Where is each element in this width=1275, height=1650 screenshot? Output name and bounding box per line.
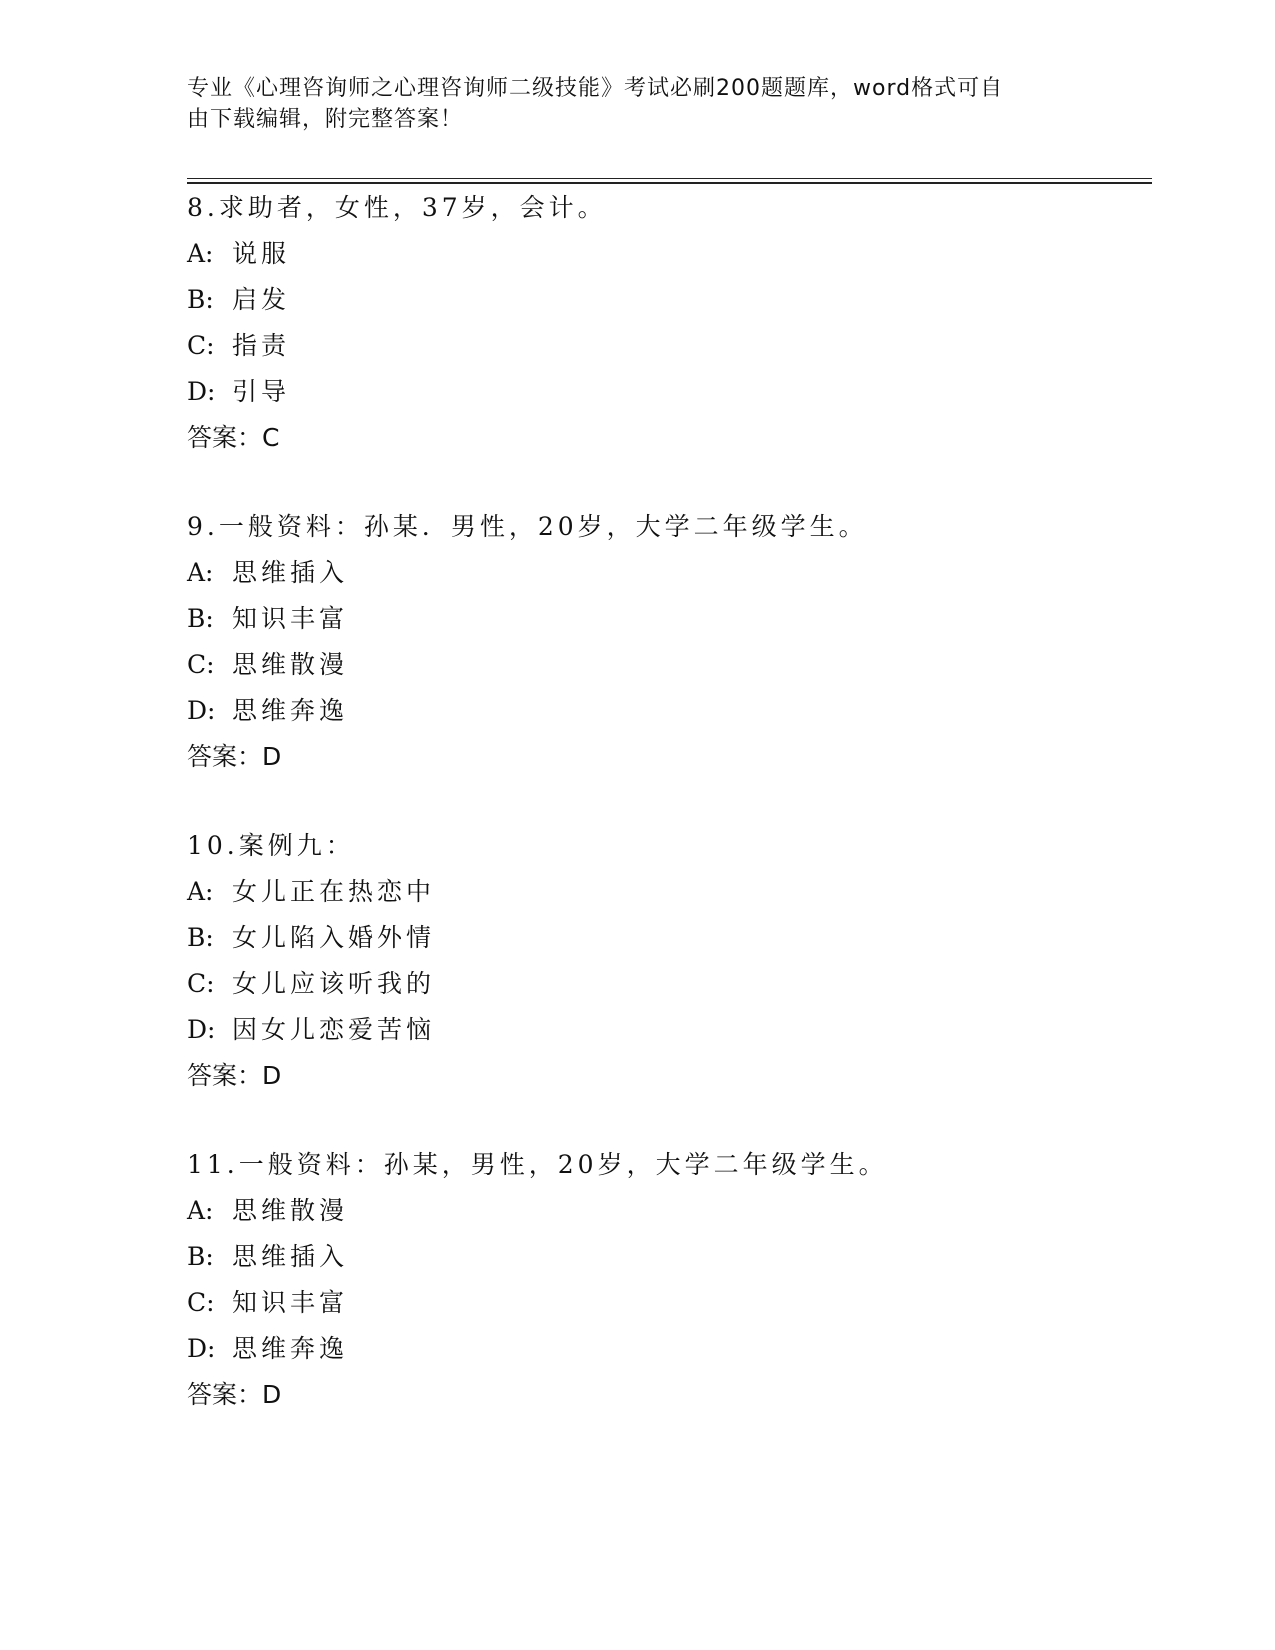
option-text: 思维奔逸 <box>232 696 349 725</box>
option-letter: A: <box>187 239 214 268</box>
option-letter: C: <box>187 969 215 998</box>
option-a <box>187 1196 1152 1242</box>
option-text: 思维散漫 <box>232 650 349 679</box>
answer: 答案：D <box>187 1380 282 1409</box>
option-text: 指责 <box>232 331 291 360</box>
option-b <box>187 285 1152 331</box>
question-title: 11.一般资料：孙某，男性，20岁，大学二年级学生。 <box>187 1150 888 1179</box>
option-letter: C: <box>187 650 215 679</box>
option-text: 女儿应该听我的 <box>232 969 436 998</box>
question-title: 8.求助者，女性，37岁，会计。 <box>187 193 607 222</box>
header-divider-top <box>187 178 1152 179</box>
option-d <box>187 1334 1152 1380</box>
option-b <box>187 923 1152 969</box>
option-text: 思维插入 <box>232 558 349 587</box>
option-letter: B: <box>187 1242 214 1271</box>
option-letter: A: <box>187 877 214 906</box>
option-letter: D: <box>187 377 216 406</box>
option-c <box>187 650 1152 696</box>
option-a <box>187 877 1152 923</box>
answer: 答案：D <box>187 1061 282 1090</box>
question-9 <box>187 512 1152 788</box>
question-title: 9.一般资料：孙某．男性，20岁，大学二年级学生。 <box>187 512 868 541</box>
option-text: 女儿正在热恋中 <box>232 877 436 906</box>
option-c <box>187 1288 1152 1334</box>
option-b <box>187 1242 1152 1288</box>
option-a <box>187 558 1152 604</box>
option-letter: B: <box>187 604 214 633</box>
option-text: 因女儿恋爱苦恼 <box>232 1015 436 1044</box>
option-letter: D: <box>187 1015 216 1044</box>
option-text: 思维插入 <box>232 1242 349 1271</box>
option-letter: C: <box>187 1288 215 1317</box>
option-d <box>187 1015 1152 1061</box>
question-8 <box>187 193 1152 469</box>
header-line-1: 专业《心理咨询师之心理咨询师二级技能》考试必刷200题题库，word格式可自 <box>187 76 1004 101</box>
question-10 <box>187 831 1152 1107</box>
answer: 答案：C <box>187 423 280 452</box>
option-text: 知识丰富 <box>232 1288 349 1317</box>
document-header <box>187 73 1067 135</box>
option-letter: B: <box>187 285 214 314</box>
option-d <box>187 377 1152 423</box>
option-c <box>187 969 1152 1015</box>
option-a <box>187 239 1152 285</box>
option-text: 思维散漫 <box>232 1196 349 1225</box>
option-text: 知识丰富 <box>232 604 349 633</box>
option-letter: B: <box>187 923 214 952</box>
option-letter: D: <box>187 1334 216 1363</box>
header-line-2: 由下载编辑，附完整答案！ <box>187 107 464 132</box>
option-text: 启发 <box>232 285 291 314</box>
question-title: 10.案例九： <box>187 831 355 860</box>
answer: 答案：D <box>187 742 282 771</box>
option-b <box>187 604 1152 650</box>
header-divider-bottom <box>187 182 1152 184</box>
question-11 <box>187 1150 1152 1426</box>
option-c <box>187 331 1152 377</box>
option-letter: C: <box>187 331 215 360</box>
option-text: 说服 <box>232 239 291 268</box>
option-text: 女儿陷入婚外情 <box>232 923 436 952</box>
option-letter: A: <box>187 1196 214 1225</box>
option-text: 引导 <box>232 377 291 406</box>
option-d <box>187 696 1152 742</box>
option-letter: D: <box>187 696 216 725</box>
option-letter: A: <box>187 558 214 587</box>
option-text: 思维奔逸 <box>232 1334 349 1363</box>
